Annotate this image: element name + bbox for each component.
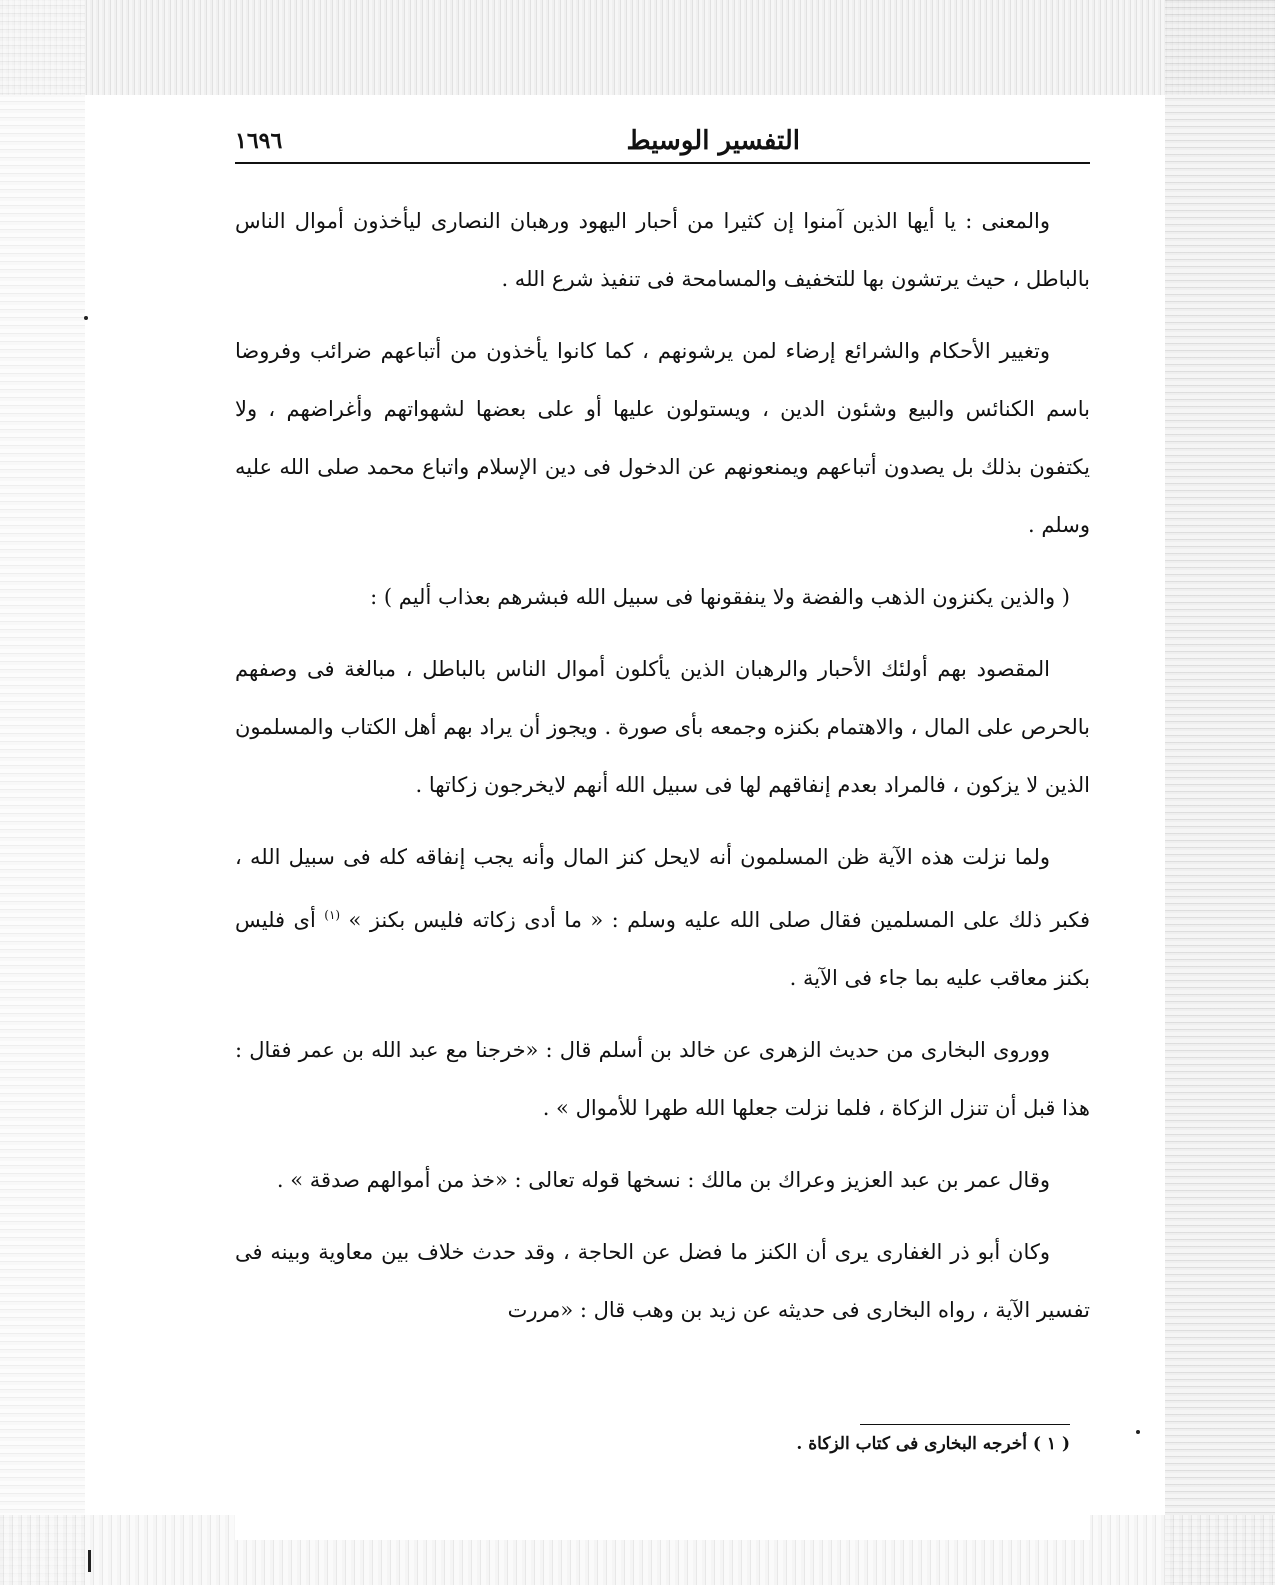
paragraph: وكان أبو ذر الغفارى يرى أن الكنز ما فضل عن الحاجة ، وقد حدث خلاف بين معاوية وبينه فى تفسير الآية ، رواه البخارى فى حديثه عن زيد بن وهب قال : «مررت <box>235 1240 1090 1322</box>
paragraph-text: أى فليس بكنز معاقب عليه بما جاء فى الآية . <box>235 908 1090 990</box>
paragraph: والمعنى : يا أيها الذين آمنوا إن كثيرا من أحبار اليهود ورهبان النصارى ليأخذون أموال الناس بالباطل ، حيث يرتشون بها للتخفيف والمسامحة فى تنفيذ شرع الله . <box>235 209 1090 291</box>
footnote: ( ١ ) أخرجه البخارى فى كتاب الزكاة . <box>796 1434 1070 1454</box>
scan-speck <box>88 1550 91 1572</box>
paragraph-text: ولما نزلت هذه الآية ظن المسلمون أنه لايحل كنز المال وأنه يجب إنفاقه كله فى سبيل الله ، فكبر ذلك على المسلمين فقال صلى الله عليه وسلم : « ما أدى زكاته فليس بكنز » <box>235 845 1090 932</box>
scan-speck <box>1136 1430 1140 1434</box>
quran-verse: ( والذين يكنزون الذهب والفضة ولا ينفقونها فى سبيل الله فبشرهم بعذاب أليم ) : <box>370 585 1070 609</box>
header-title: التفسير الوسيط <box>626 126 800 156</box>
footnote-rule <box>860 1424 1070 1425</box>
scan-speck <box>84 316 88 320</box>
scan-noise-top <box>0 0 1275 95</box>
paragraph: المقصود بهم أولئك الأحبار والرهبان الذين يأكلون أموال الناس بالباطل ، مبالغة فى وصفهم بالحرص على المال ، والاهتمام بكنزه وجمعه بأى صورة . ويجوز أن يراد بهم أهل الكتاب والمسلمون الذين لا يزكون ، فالمراد بعدم إنفاقهم لها فى سبيل الله أنهم لايخرجون زكاتها . <box>235 657 1090 797</box>
footnote-marker: (١) <box>324 908 341 922</box>
body-text <box>235 192 1090 1353</box>
page-number: ١٦٩٦ <box>235 128 283 154</box>
paragraph: وتغيير الأحكام والشرائع إرضاء لمن يرشونهم ، كما كانوا يأخذون من أتباعهم ضرائب وفروضا باسم الكنائس والبيع وشئون الدين ، ويستولون عليها أو على بعضها لشهواتهم وأغراضهم ، ولا يكتفون بذلك بل يصدون أتباعهم ويمنعونهم عن الدخول فى دين الإسلام واتباع محمد صلى الله عليه وسلم . <box>235 339 1090 537</box>
running-header <box>235 120 1090 164</box>
scan-noise-right <box>1165 0 1275 1585</box>
book-page <box>235 120 1090 1540</box>
paragraph: وقال عمر بن عبد العزيز وعراك بن مالك : نسخها قوله تعالى : «خذ من أموالهم صدقة » . <box>276 1168 1050 1192</box>
paragraph <box>235 828 1090 1007</box>
paragraph: ووروى البخارى من حديث الزهرى عن خالد بن أسلم قال : «خرجنا مع عبد الله بن عمر فقال : هذا قبل أن تنزل الزكاة ، فلما نزلت جعلها الله طهرا للأموال » . <box>235 1038 1090 1120</box>
scan-noise-left <box>0 0 85 1585</box>
